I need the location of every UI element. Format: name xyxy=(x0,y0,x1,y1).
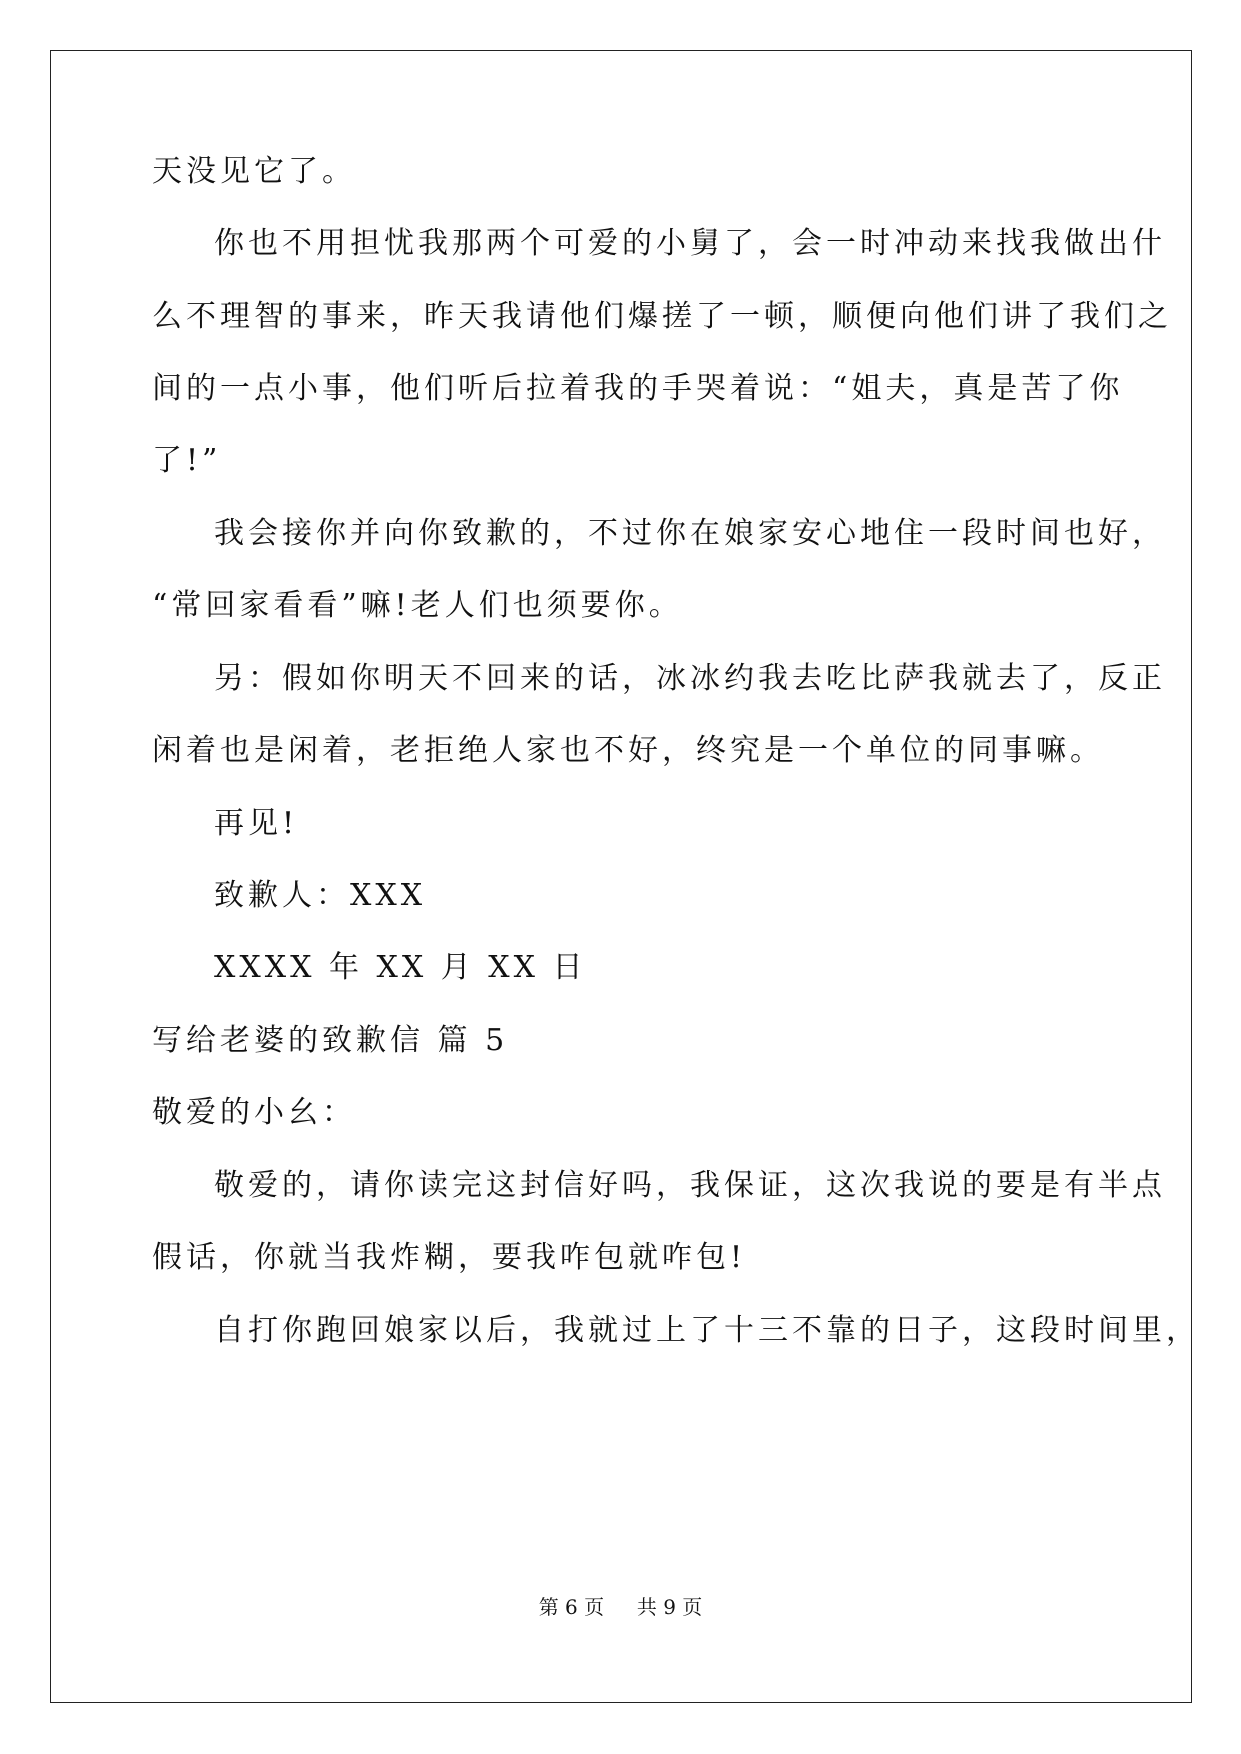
text-line: 假话，你就当我炸糊，要我咋包就咋包! xyxy=(152,1240,747,1275)
text-line: 我会接你并向你致歉的，不过你在娘家安心地住一段时间也好， xyxy=(214,516,1166,551)
date-line: XXXX 年 XX 月 XX 日 xyxy=(214,950,587,985)
text-line: 么不理智的事来，昨天我请他们爆搓了一顿，顺便向他们讲了我们之 xyxy=(152,299,1172,334)
page-footer xyxy=(0,1594,1241,1620)
page-total: 共 9 页 xyxy=(636,1595,703,1619)
text-line: 再见! xyxy=(214,806,299,841)
text-line: 自打你跑回娘家以后，我就过上了十三不靠的日子，这段时间里， xyxy=(214,1313,1200,1348)
text-line: 闲着也是闲着，老拒绝人家也不好，终究是一个单位的同事嘛。 xyxy=(152,733,1104,768)
text-line: 另：假如你明天不回来的话，冰冰约我去吃比萨我就去了，反正 xyxy=(214,661,1166,696)
salutation: 敬爱的小幺： xyxy=(152,1095,356,1130)
section-title: 写给老婆的致歉信 篇 5 xyxy=(152,1023,509,1058)
text-line: 天没见它了。 xyxy=(152,154,356,189)
signature-line: 致歉人：XXX xyxy=(214,878,427,913)
text-line: 间的一点小事，他们听后拉着我的手哭着说：“姐夫，真是苦了你 xyxy=(152,371,1124,406)
text-line: “常回家看看”嘛!老人们也须要你。 xyxy=(152,588,683,623)
text-line: 敬爱的，请你读完这封信好吗，我保证，这次我说的要是有半点 xyxy=(214,1168,1166,1203)
text-line: 你也不用担忧我那两个可爱的小舅了，会一时冲动来找我做出什 xyxy=(214,226,1166,261)
page-number: 第 6 页 xyxy=(538,1595,605,1619)
text-line: 了!” xyxy=(152,443,222,478)
